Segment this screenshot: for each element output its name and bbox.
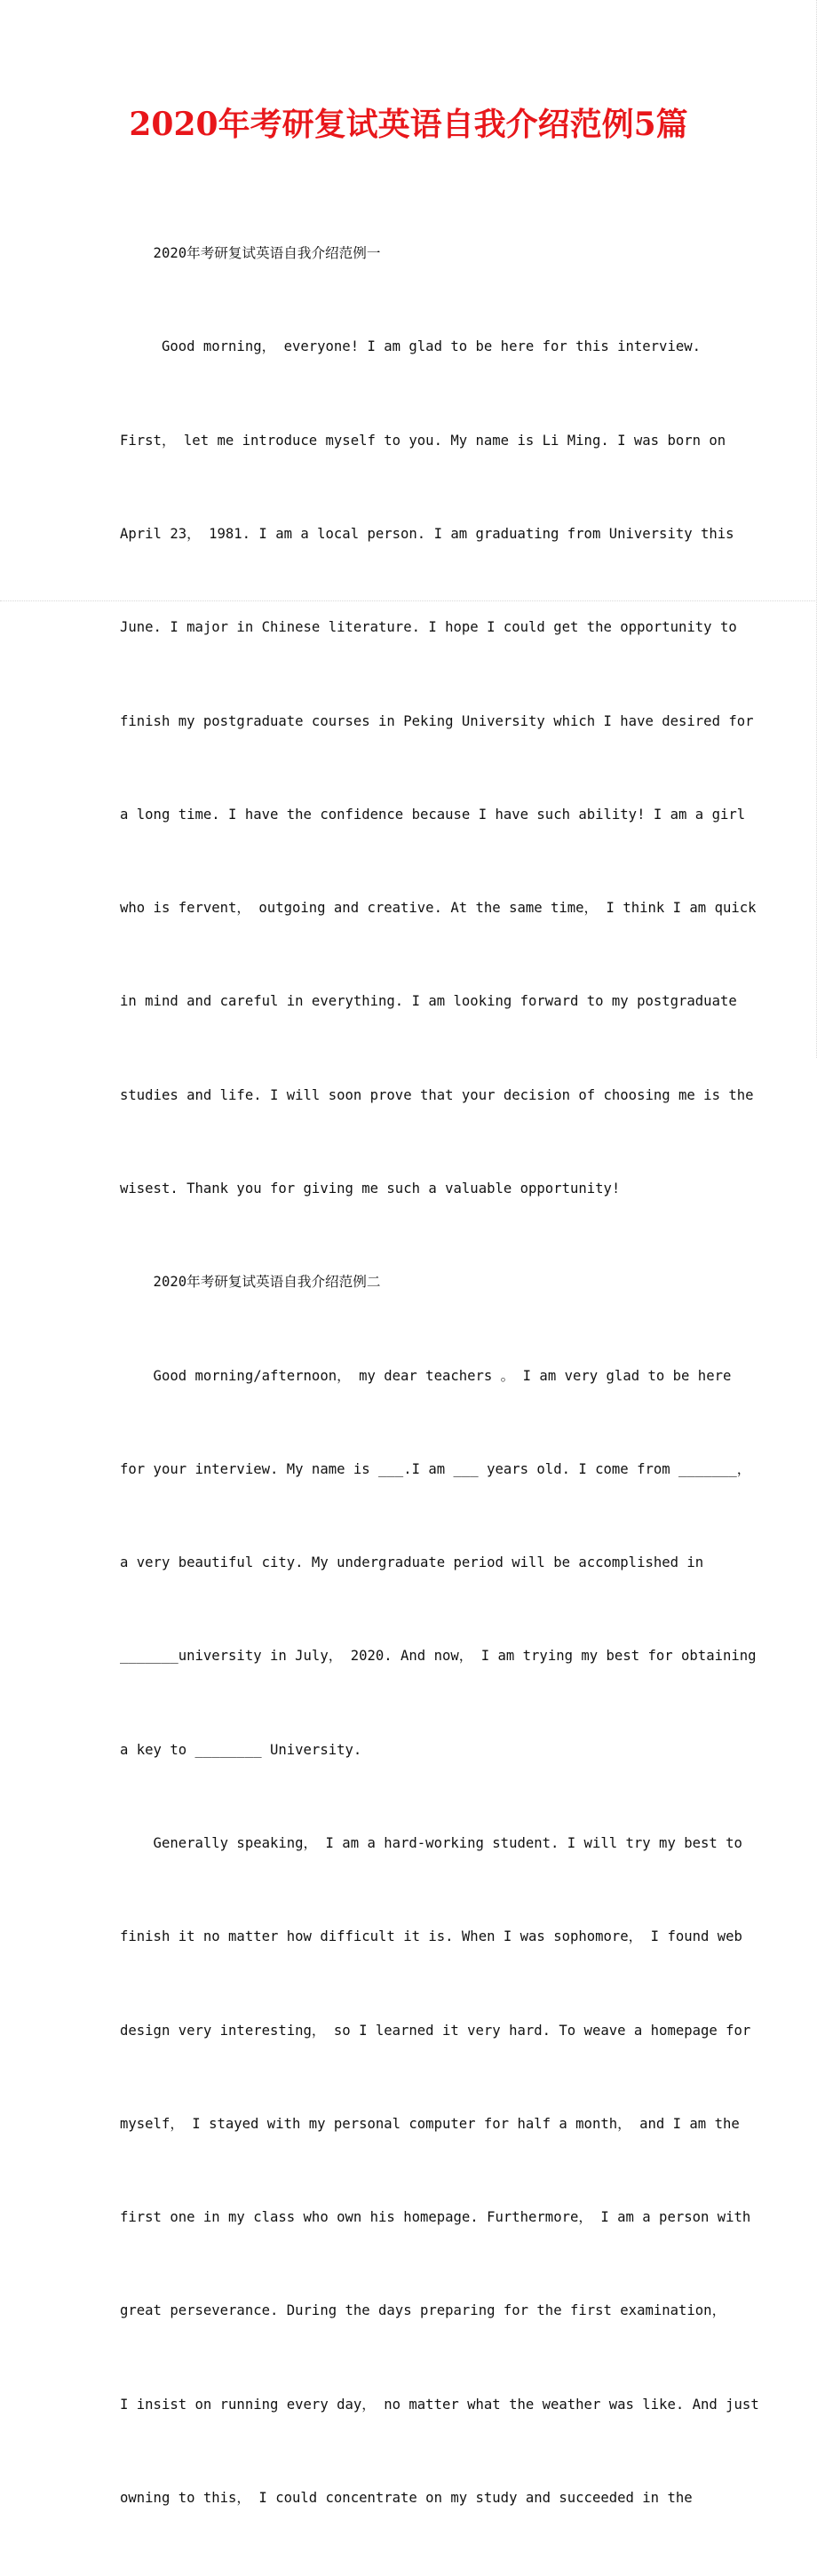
text-line: owning to this， I could concentrate on my study and succeeded in the (120, 2489, 693, 2506)
text-line: I insist on running every day， no matter what the weather was like. And just (120, 2396, 759, 2413)
text-line: for your interview. My name is ___.I am ___ years old. I come from _______， (120, 1460, 751, 1477)
text-line: _______university in July， 2020. And now， I am trying my best for obtaining (120, 1648, 757, 1665)
text-line: June. I major in Chinese literature. I hope I could get the opportunity to (120, 619, 737, 636)
text-line: a long time. I have the confidence because I have such ability! I am a girl (120, 806, 746, 823)
text-line: finish it no matter how difficult it is. When I was sophomore， I found web (120, 1928, 742, 1945)
text-line: studies and life. I will soon prove that your decision of choosing me is the (120, 1086, 754, 1103)
heading-example-one: 2020年考研复试英语自我介绍范例一 (120, 245, 381, 262)
text-line: first one in my class who own his homepage. Furthermore， I am a person with (120, 2209, 751, 2226)
text-line: Good morning/afternoon， my dear teachers 。 I am very glad to be here (120, 1367, 732, 1384)
document-title: 2020年考研复试英语自我介绍范例5篇 (129, 106, 688, 143)
text-line: finish my postgraduate courses in Peking University which I have desired for (120, 712, 754, 729)
text-line: a key to ________ University. (120, 1741, 362, 1758)
text-line: great perseverance. During the days preparing for the first examination， (120, 2302, 726, 2319)
text-line: myself， I stayed with my personal computer for half a month， and I am the (120, 2115, 740, 2132)
text-line: a very beautiful city. My undergraduate period will be accomplished in (120, 1554, 704, 1571)
text-line: design very interesting， so I learned it very hard. To weave a homepage for (120, 2022, 751, 2039)
document-body (120, 176, 759, 2576)
text-line: wisest. Thank you for giving me such a valuable opportunity! (120, 1181, 621, 1197)
text-line: Good morning， everyone! I am glad to be here for this interview. (120, 338, 701, 355)
text-line: Generally speaking， I am a hard-working student. I will try my best to (120, 1834, 742, 1851)
text-line: in mind and careful in everything. I am looking forward to my postgraduate (120, 993, 737, 1010)
text-line: First， let me introduce myself to you. My name is Li Ming. I was born on (120, 432, 726, 449)
text-line: April 23， 1981. I am a local person. I am graduating from University this (120, 526, 734, 543)
heading-example-two: 2020年考研复试英语自我介绍范例二 (120, 1274, 381, 1291)
text-line: who is fervent， outgoing and creative. At the same time， I think I am quick (120, 900, 757, 917)
